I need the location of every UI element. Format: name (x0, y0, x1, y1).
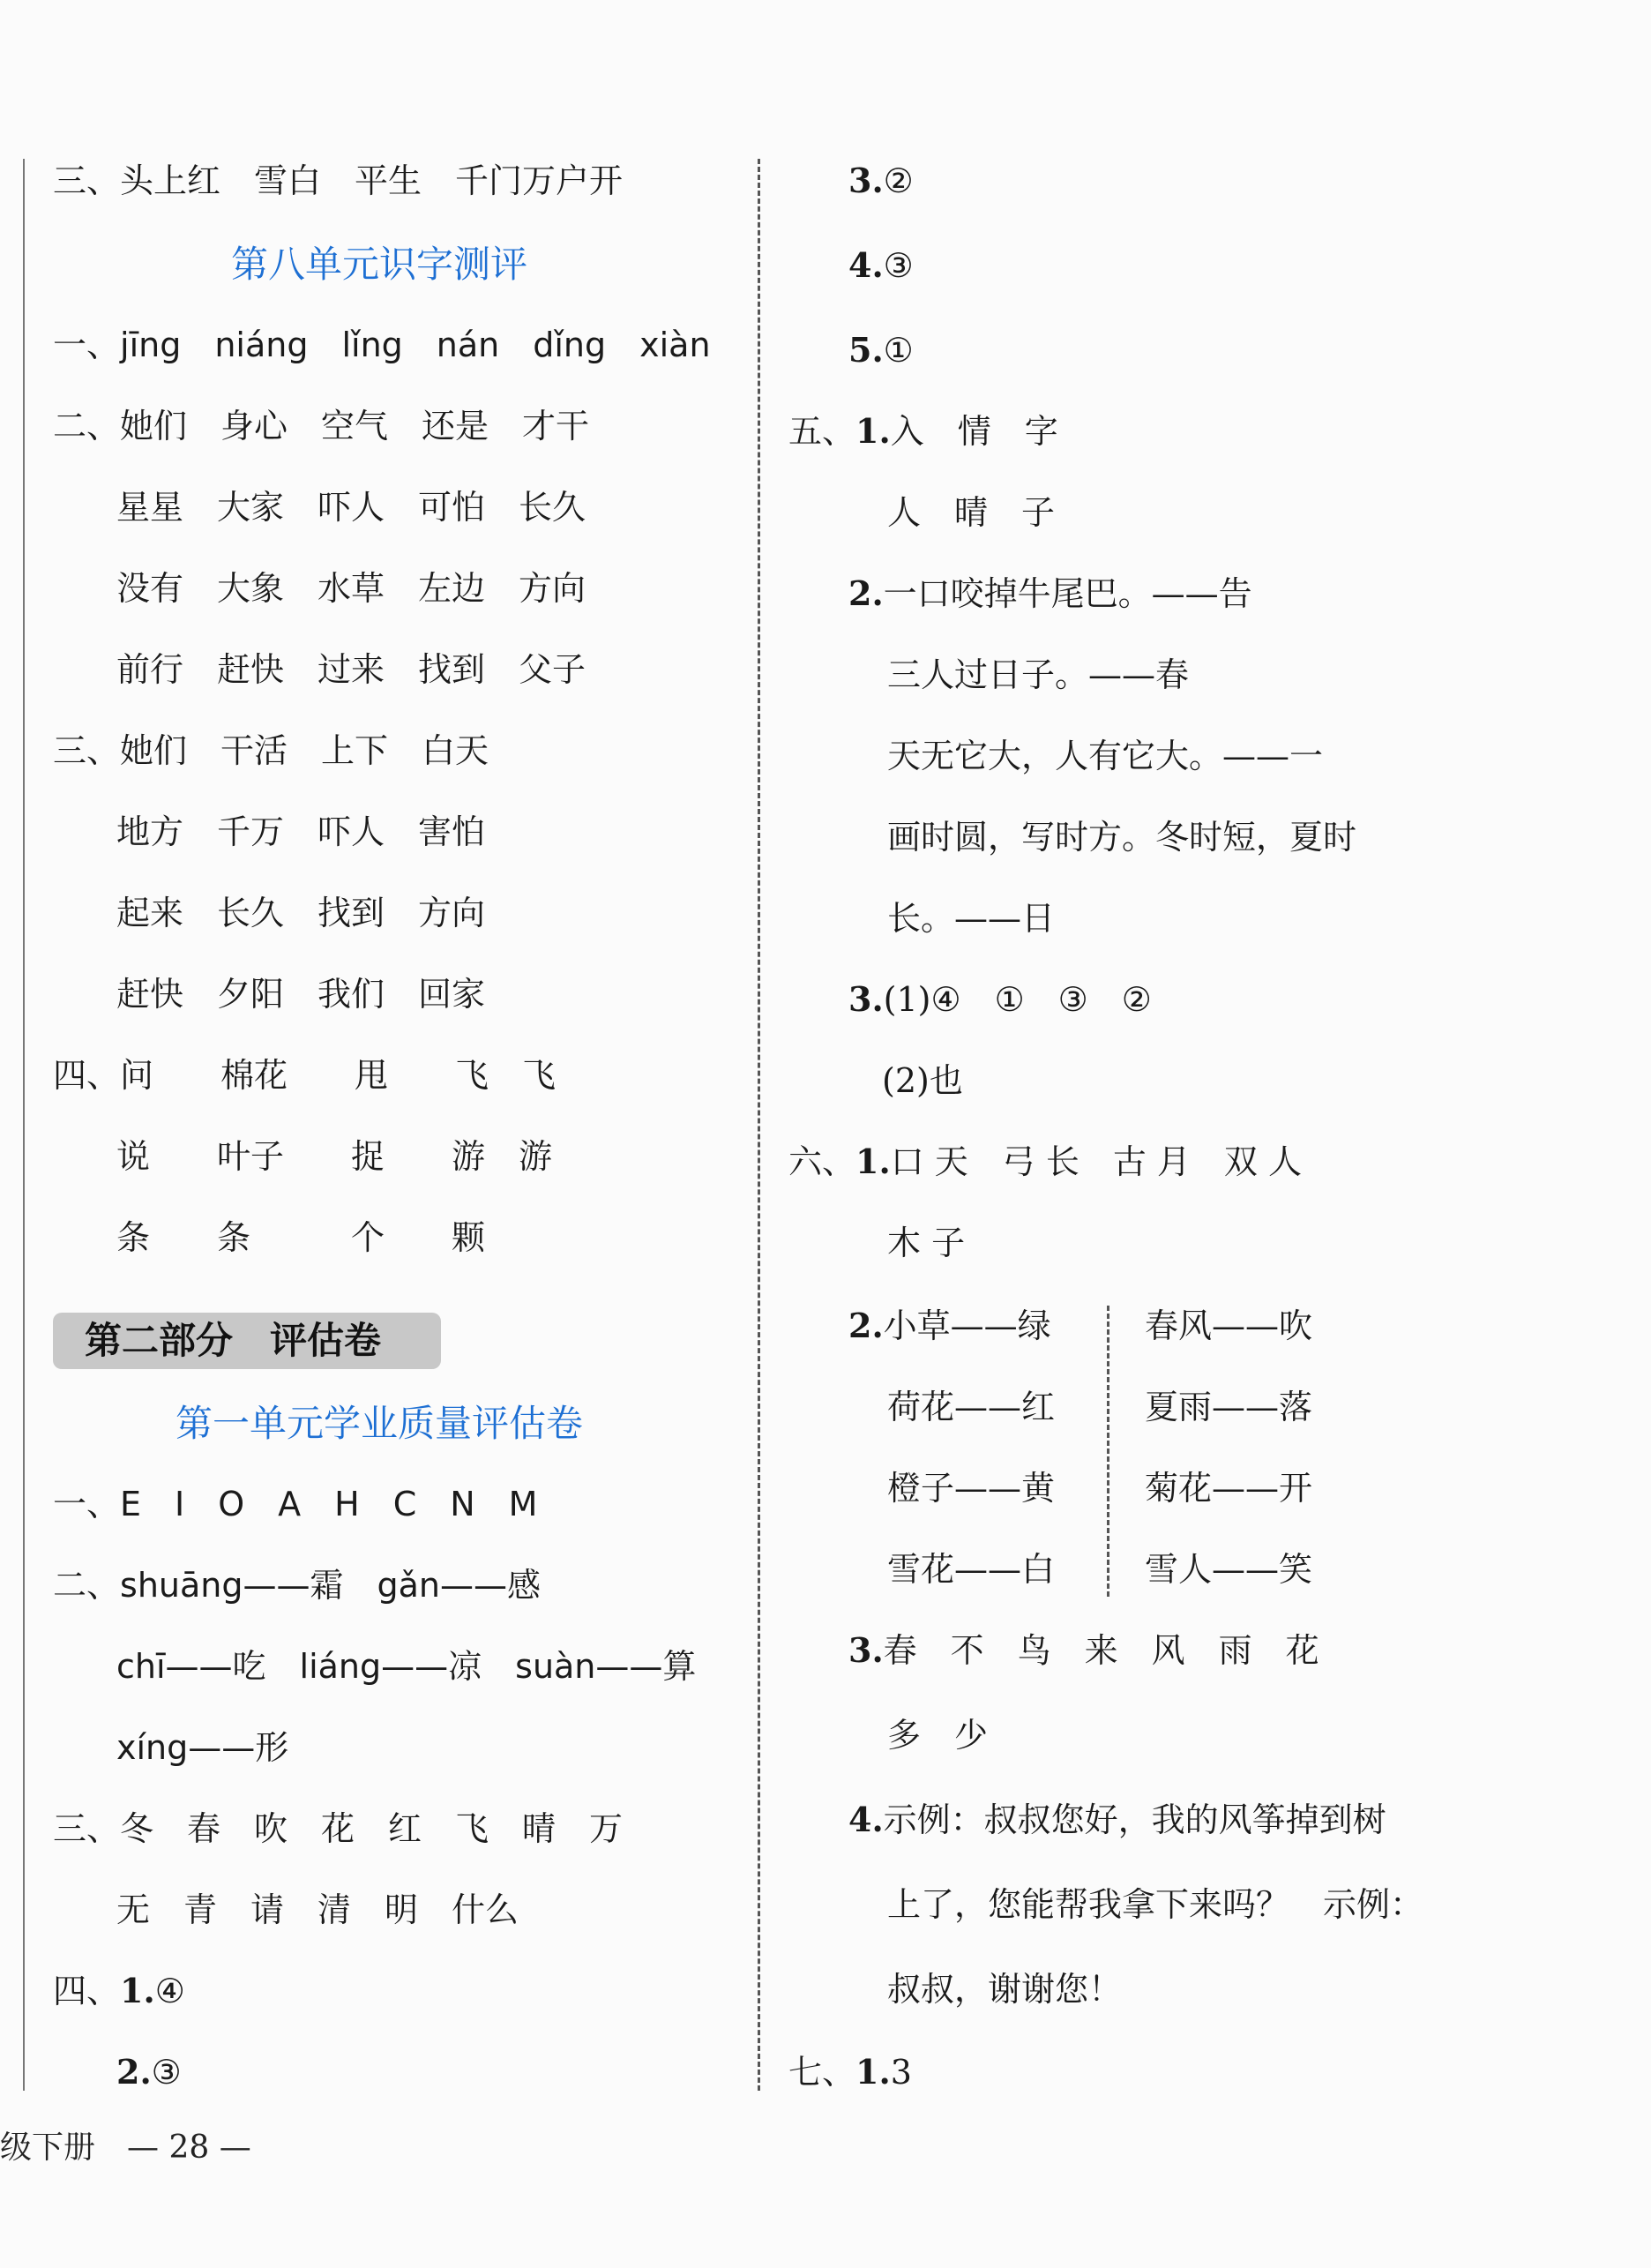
unit8-heading: 第八单元识字测评 (230, 243, 527, 286)
item-number: 4. (848, 1800, 884, 1839)
section-label: 四、 (53, 1972, 121, 2010)
answer-row: 地方 千万 吓人 害怕 (116, 812, 486, 851)
answer-row: 前行 赶快 过来 找到 父子 (116, 650, 586, 689)
answer-row: 春 不 鸟 来 风 雨 花 (883, 1631, 1319, 1670)
answer-row: 入 情 字 (890, 412, 1058, 451)
answer: ④ (154, 1972, 185, 2010)
section-label: 二、 (53, 407, 121, 445)
answer-row: shuāng——霜 gǎn——感 (120, 1566, 541, 1605)
answer-row: 叔叔，谢谢您！ (887, 1970, 1123, 2009)
answer-row: 没有 大象 水草 左边 方向 (116, 569, 586, 608)
riddle-answer: 一口咬掉牛尾巴。——告 (883, 574, 1252, 613)
answer: ③ (883, 246, 914, 285)
answer-row: xíng——形 (116, 1728, 289, 1767)
pair-right: 雪人——笑 (1145, 1550, 1313, 1589)
item-number: 2. (848, 1306, 884, 1345)
section-label: 五、 (788, 412, 856, 451)
riddle-answer: 长。——日 (887, 899, 1056, 938)
section-label: 二、 (53, 1566, 121, 1605)
pair-left: 小草——绿 (883, 1306, 1051, 1345)
pair-left: 雪花——白 (887, 1550, 1056, 1589)
question-1-line (53, 1482, 537, 1526)
answer-row: 口 天 弓 长 古 月 双 人 (890, 1142, 1303, 1181)
item-5 (848, 328, 914, 372)
page-footer: 级下册 — 28 — (0, 2130, 251, 2166)
riddle-answer: 天无它大，人有它大。——一 (887, 737, 1324, 775)
item-number: 2. (116, 2052, 152, 2092)
column-divider (758, 159, 760, 2091)
section-5-line (788, 409, 1058, 453)
answer: ① (883, 331, 914, 370)
pinyin-answers: jīng niáng lǐng nán dǐng xiàn (120, 326, 711, 364)
question-3-line (53, 1807, 623, 1851)
section-3-line (53, 729, 489, 773)
section-1-line (53, 323, 711, 367)
answer-row: 她们 身心 空气 还是 才干 (120, 407, 590, 445)
section-5-item-2 (848, 572, 1252, 616)
question-2-line (53, 1563, 541, 1607)
letter-answers: E I O A H C N M (120, 1485, 538, 1523)
answer-row: 示例：叔叔您好，我的风筝掉到树 (883, 1800, 1386, 1839)
pair-right: 菊花——开 (1145, 1469, 1313, 1508)
answer-row: chī——吃 liáng——凉 suàn——算 (116, 1647, 697, 1686)
section-4-line (53, 1053, 556, 1097)
item-number: 3. (848, 1630, 884, 1670)
item-3 (848, 159, 914, 203)
answer-row: 多 少 (887, 1716, 989, 1755)
answer-row: 星星 大家 吓人 可怕 长久 (116, 488, 586, 527)
section-label: 四、 (53, 1056, 121, 1095)
pair-divider (1107, 1306, 1109, 1597)
answer: 3 (890, 2053, 912, 2092)
item-number: 1. (855, 2052, 891, 2092)
item-number: 3. (848, 979, 884, 1019)
answer: ② (883, 161, 914, 200)
section-6-line (788, 1140, 1302, 1184)
answer-row: 说 叶子 捉 游 游 (116, 1137, 553, 1176)
pair-left: 橙子——黄 (887, 1469, 1056, 1508)
pair-right: 春风——吹 (1145, 1306, 1313, 1345)
section-label: 一、 (53, 1485, 121, 1523)
answer: ③ (151, 2053, 182, 2092)
section-2-line (53, 404, 589, 448)
item-number: 1. (855, 1141, 891, 1181)
part-banner: 第二部分 评估卷 (53, 1313, 441, 1369)
left-margin-rule (23, 159, 25, 2091)
answer-row: 她们 干活 上下 白天 (120, 731, 489, 770)
answer-row: (1)④ ① ③ ② (883, 980, 1152, 1019)
pair-left: 荷花——红 (887, 1388, 1056, 1426)
item-4 (848, 243, 914, 288)
question-4-line (53, 1969, 185, 2013)
unit1-heading: 第一单元学业质量评估卷 (175, 1402, 583, 1445)
answer-row: 冬 春 吹 花 红 飞 晴 万 (120, 1809, 624, 1848)
riddle-answer: 画时圆，写时方。冬时短，夏时 (887, 818, 1357, 857)
answer-row: 上了，您能帮我拿下来吗？ 示例： (887, 1885, 1424, 1924)
item-number: 1. (120, 1971, 155, 2010)
section-label: 三、 (53, 731, 121, 770)
answer-row: 条 条 个 颗 (116, 1218, 486, 1257)
answer-row: 起来 长久 找到 方向 (116, 894, 486, 932)
answer-row: 无 青 请 清 明 什么 (116, 1890, 519, 1929)
section-label: 三、 (53, 1809, 121, 1848)
item-number: 4. (848, 245, 884, 285)
section-6-item-2 (848, 1304, 1051, 1348)
pair-right: 夏雨——落 (1145, 1388, 1313, 1426)
section-label: 六、 (788, 1142, 856, 1181)
section-6-item-4 (848, 1798, 1386, 1842)
item-number: 2. (848, 573, 884, 613)
section-label: 一、 (53, 326, 121, 364)
answer-row: (2)也 (882, 1061, 963, 1100)
item-number: 1. (855, 411, 891, 451)
answer-line: 三、头上红 雪白 平生 千门万户开 (53, 161, 624, 200)
riddle-answer: 三人过日子。——春 (887, 655, 1190, 694)
question-4-item-2 (116, 2050, 182, 2094)
answer-row: 问 棉花 甩 飞 飞 (120, 1056, 557, 1095)
answer-row: 赶快 夕阳 我们 回家 (116, 975, 486, 1014)
item-number: 3. (848, 161, 884, 200)
section-7-line (788, 2050, 912, 2094)
section-5-item-3 (848, 977, 1152, 1022)
section-6-item-3 (848, 1628, 1319, 1673)
item-number: 5. (848, 330, 884, 370)
answer-row: 木 子 (887, 1224, 966, 1262)
answer-row: 人 晴 子 (887, 493, 1056, 532)
section-label: 七、 (788, 2053, 856, 2092)
